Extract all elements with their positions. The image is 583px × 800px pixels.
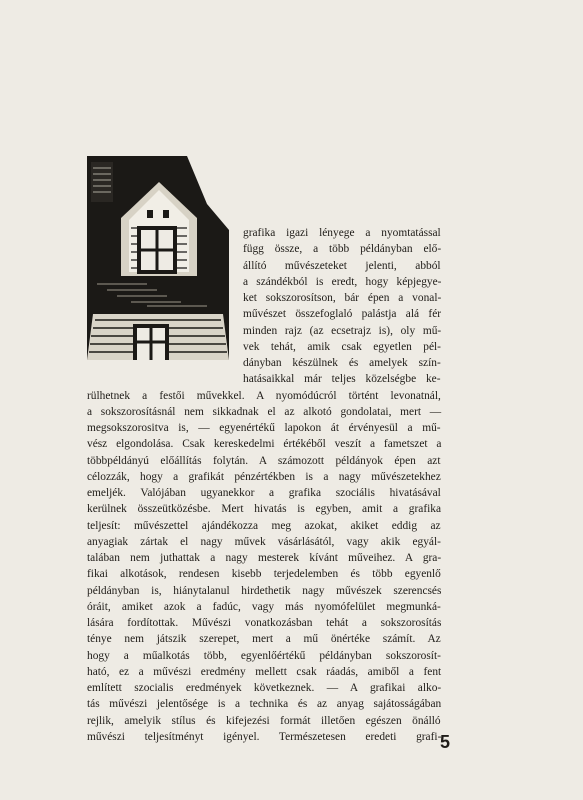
text-line: minden rajz (az ecsetrajz is), oly mű- [243, 324, 442, 337]
text-line: művészi teljesítményt igényel. Természetesen eredeti grafi- [87, 730, 442, 743]
text-line: ható, ez a művészi eredmény mellett csak ráadás, amiből a fent [87, 665, 442, 678]
text-line: megsokszorositva is, — egyenértékű lapokon át érvényesül a mű- [87, 422, 441, 434]
text-line: vek tehát, amik csak egyetlen pél- [243, 340, 441, 353]
text-line: a sokszorosításnál nem sikkadnak el az alkotó gondolatai, mert — [87, 405, 442, 418]
text-line: ket sokszorosítson, bár épen a vonal- [243, 292, 442, 304]
text-line: anyagiak zártak el nagy művek vásárlásától, vagy akik egyál- [87, 535, 441, 548]
text-line: hogy a műalkotás több, egyenlőértékű példányban sokszorosít- [87, 649, 441, 662]
text-line: vész elgondolása. Csak kereskedelmi értékéből veszít a fametszet a [87, 438, 442, 451]
text-line: rejlik, amelyik stílus és kifejezési formát illetően egészen önálló [87, 714, 441, 727]
text-line: fikai alkotások, rendesen kisebb terjedelemben és több egyenlő [87, 568, 441, 581]
text-line: példányban is, hiánytalanul hirdethetik nagy művészek szerencsés [87, 584, 442, 597]
text-line: tás művészi jelentősége is a technika és az anyag sajátosságában [87, 698, 442, 711]
text-line: lására fordítottak. Művészi vonatkozásban tehát a sokszorosítás [87, 617, 442, 629]
text-line: művészet összefoglaló palástja alá fér [243, 308, 442, 321]
text-line: grafika igazi lényege a nyomtatással [243, 227, 441, 239]
text-line: teljesít: művészettel ajándékozza meg azokat, akiket eddig az [87, 519, 441, 532]
text-line: rülhetnek a festői művekkel. A nyomódúcról történt levonatnál, [87, 389, 441, 402]
initial-a-woodcut-illustration [87, 156, 229, 360]
text-line: a szándékból is eredt, hogy képjegye- [243, 275, 442, 288]
text-line: állító művészeteket jelenti, abból [243, 259, 441, 272]
text-line: dányban készülnek és amelyek szín- [243, 357, 441, 369]
page-number: 5 [440, 732, 451, 752]
text-line: függ össze, a több példányban elő- [243, 243, 442, 256]
text-line: célozzák, hogy a grafikát pénzértékben is a nagy művészetekhez [87, 470, 441, 483]
text-line: ténye nem játszik szerepet, mert a mű önértéke számít. Az [87, 633, 441, 646]
text-line: említett szocialis eredmények következnek. — A grafikai alko- [87, 682, 442, 694]
text-line: hatásaikkal már teljes közelségbe ke- [243, 373, 441, 386]
text-line: óráit, amiket azok a fadúc, vagy más nyomófelület megmunká- [87, 600, 441, 613]
text-line: talában nem juthattak a nagy mesterek kívánt műveihez. A gra- [87, 552, 442, 564]
text-line: kerülnek összeütközésbe. Mert hivatás is egyben, amit a grafika [87, 503, 442, 516]
text-line: többpéldányú előállítás folytán. A számozott példányok épen azt [87, 454, 441, 467]
text-line: emeljék. Valójában ugyanekkor a grafika szociális hivatásával [87, 487, 441, 499]
